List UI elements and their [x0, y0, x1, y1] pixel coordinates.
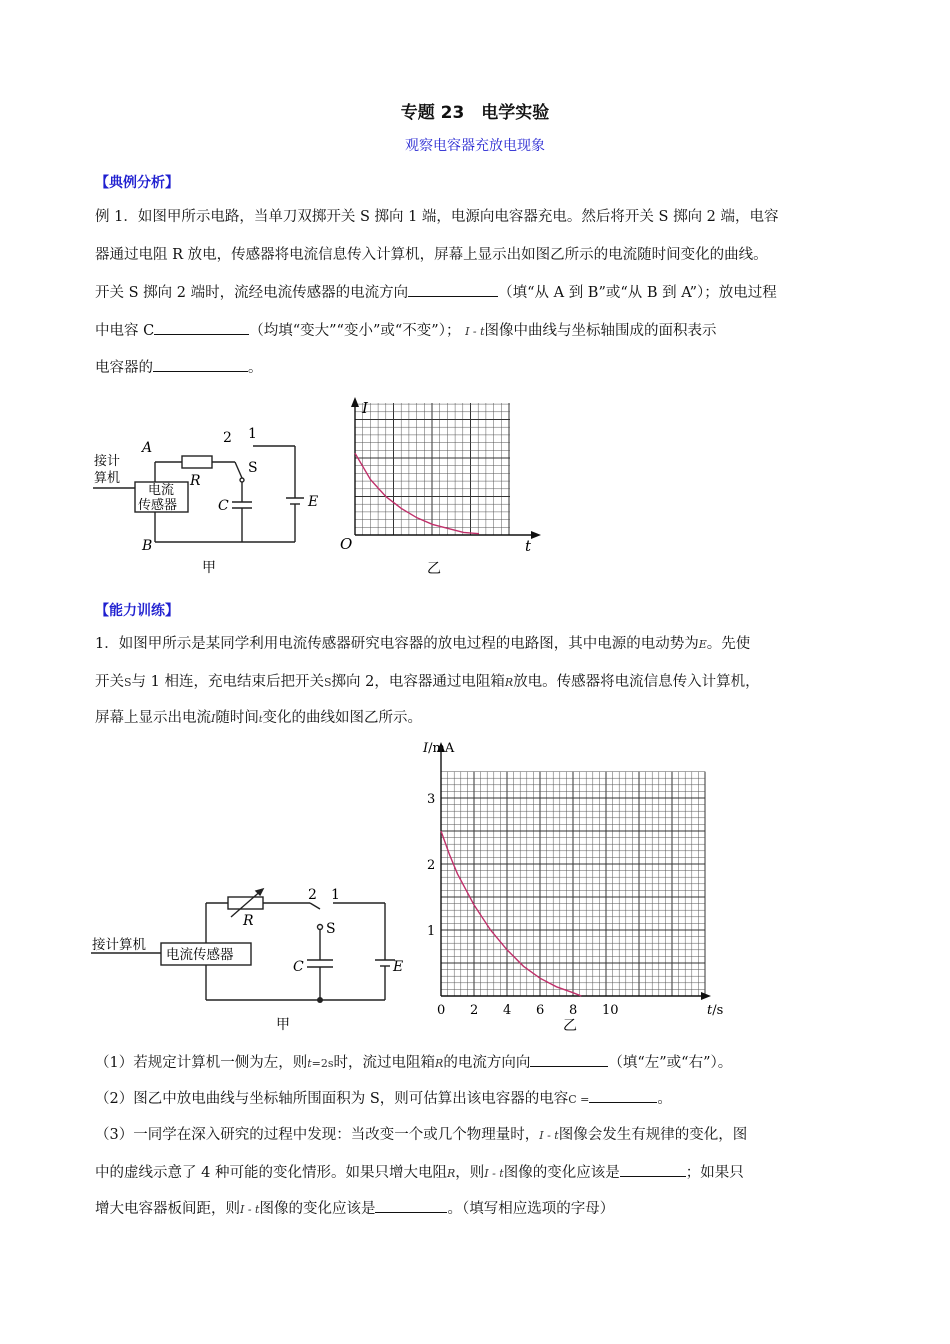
x-tick-label: 0: [437, 1003, 446, 1018]
text-run: 的电流方向向: [443, 1055, 531, 1071]
symbol-t: t: [307, 1057, 312, 1070]
chart-grid: [355, 403, 510, 535]
question-line-1: [95, 634, 750, 655]
symbol-it: I - t: [539, 1129, 559, 1142]
x-axis-label-unit: /s: [712, 1003, 724, 1018]
x-axis-label: t: [525, 537, 532, 555]
chart-1: [335, 395, 550, 580]
text-run: 随时间: [215, 710, 259, 726]
text-run: 。: [657, 1091, 672, 1107]
text-run: （2）图乙中放电曲线与坐标轴所围面积为 S，则可估算出该电容器的电容: [95, 1091, 569, 1107]
computer-label: 算机: [94, 471, 121, 486]
text-run: 开关: [95, 674, 124, 690]
symbol-r: R: [504, 676, 514, 689]
y-tick-label: 2: [427, 858, 436, 873]
answer-blank[interactable]: [620, 1162, 686, 1177]
x-axis-arrow: [531, 531, 541, 539]
symbol-it: I - t: [240, 1203, 260, 1216]
text-run: 图像中曲线与坐标轴围成的面积表示: [484, 323, 717, 339]
y-axis-arrow: [351, 397, 359, 407]
example-line-5: [95, 357, 263, 378]
label-r: R: [190, 473, 201, 489]
question-line-3: [95, 708, 422, 730]
answer-blank[interactable]: [153, 357, 248, 372]
text-run: 中的虚线示意了 4 种可能的变化情形。如果只增大电阻: [95, 1165, 447, 1181]
y-axis-label: [422, 741, 455, 756]
symbol-i: I: [211, 712, 216, 725]
symbol-t: t: [258, 715, 263, 725]
label-r: R: [243, 913, 254, 929]
text-run: ；如果只: [685, 1165, 744, 1181]
text-run: 屏幕上显示出电流: [95, 710, 211, 726]
symbol-r: R: [435, 1057, 444, 1070]
text-run: 与 1 相连，充电结束后把开关: [131, 674, 324, 690]
symbol-c: C =: [568, 1093, 590, 1106]
label-1: 1: [331, 887, 340, 903]
x-tick-label: 6: [536, 1003, 545, 1018]
x-tick-label: 10: [602, 1003, 619, 1018]
figure-caption: 乙: [563, 1018, 577, 1034]
text-run: 图像的变化应该是: [503, 1165, 620, 1181]
symbol-r: R: [446, 1167, 456, 1180]
training-heading: 【能力训练】: [95, 603, 179, 619]
label-s: S: [248, 460, 258, 476]
symbol-s: S: [124, 676, 132, 689]
sensor-label: 电流: [148, 483, 175, 498]
text-run: 中电容 C: [95, 323, 155, 339]
question-part-1: [95, 1052, 732, 1074]
text-run: （填“左”或“右”）。: [608, 1055, 733, 1071]
x-axis-label: [707, 1003, 723, 1018]
question-part-3-line-1: [95, 1125, 747, 1146]
text-run: 。: [248, 360, 263, 376]
y-tick-label: 1: [427, 924, 436, 939]
x-axis-arrow: [701, 992, 711, 1000]
symbol-s: S: [324, 676, 332, 689]
symbol-it: I - t: [484, 1167, 504, 1180]
text-run: 增大电容器板间距，则: [95, 1201, 240, 1217]
label-2: 2: [308, 887, 317, 903]
figure-caption: 甲: [276, 1017, 290, 1033]
figure-caption: 甲: [202, 560, 216, 576]
text-run: （3）一同学在深入研究的过程中发现：当改变一个或几个物理量时，: [95, 1127, 540, 1143]
y-axis-label-i: I: [423, 741, 429, 756]
text-run: 开关 S 掷向 2 端时，流经电流传感器的电流方向: [95, 285, 409, 301]
text-run: 图像的变化应该是: [259, 1201, 376, 1217]
chart-grid: [441, 772, 705, 996]
text-run: 时，流过电阻箱: [333, 1055, 436, 1071]
question-part-2: [95, 1088, 672, 1110]
label-c: C: [293, 959, 304, 975]
answer-blank[interactable]: [408, 282, 498, 297]
text-run: 图像会发生有规律的变化，图: [558, 1127, 748, 1143]
chart-2: [415, 740, 735, 1035]
text-run: 放电。传感器将电流信息传入计算机，: [513, 674, 760, 690]
answer-blank[interactable]: [154, 320, 249, 335]
label-2: 2: [223, 430, 232, 446]
label-c: C: [218, 498, 229, 514]
label-s: S: [326, 921, 336, 937]
tick-labels: [427, 792, 619, 1018]
text-run: （1）若规定计算机一侧为左，则: [95, 1055, 308, 1071]
question-line-2: [95, 672, 760, 693]
label-e: E: [308, 494, 319, 510]
x-tick-label: 2: [470, 1003, 479, 1018]
symbol-it: I - t: [465, 325, 485, 338]
page-subtitle: 观察电容器充放电现象: [405, 138, 545, 154]
example-line-3: [95, 282, 777, 303]
figure-caption: 乙: [427, 561, 441, 577]
label-a: A: [142, 440, 153, 456]
text-run: （均填“变大”“变小”或“不变”）；: [249, 323, 461, 339]
computer-label: 接计: [94, 454, 121, 469]
circuit-diagram-2: [88, 885, 408, 1035]
answer-blank[interactable]: [375, 1198, 447, 1213]
x-tick-label: 4: [503, 1003, 512, 1018]
symbol-e: E: [698, 638, 707, 651]
text-run: ，则: [455, 1165, 485, 1181]
y-axis-label-unit: /mA: [428, 741, 455, 756]
page-title: 专题 23 电学实验: [400, 103, 550, 123]
sensor-label: 传感器: [138, 498, 178, 513]
text-run: 掷向 2，电容器通过电阻箱: [331, 674, 505, 690]
origin-label: O: [340, 535, 353, 553]
text-run: 1．如图甲所示是某同学利用电流传感器研究电容器的放电过程的电路图，其中电源的电动势为: [95, 636, 699, 652]
question-part-3-line-2: [95, 1162, 744, 1184]
computer-label: 接计算机: [92, 937, 146, 953]
text-run: 变化的曲线如图乙所示。: [262, 710, 422, 726]
symbol-eq: =2s: [311, 1057, 334, 1070]
x-axis-label-t: t: [707, 1003, 713, 1018]
circuit-diagram-1: [90, 420, 340, 580]
text-run: 电容器的: [95, 360, 153, 376]
sensor-label: 电流传感器: [166, 947, 234, 963]
text-run: 。先使: [706, 636, 751, 652]
data-line: [441, 831, 581, 996]
question-part-3-line-3: [95, 1198, 614, 1220]
label-1: 1: [248, 426, 257, 442]
example-line-1: 例 1．如图甲所示电路，当单刀双掷开关 S 掷向 1 端，电源向电容器充电。然后将开关 S 掷向 2 端，电容: [95, 209, 779, 225]
x-tick-label: 8: [569, 1003, 578, 1018]
label-e: E: [393, 959, 404, 975]
answer-blank[interactable]: [530, 1052, 608, 1067]
text-run: （填“从 A 到 B”或“从 B 到 A”）；放电过程: [498, 285, 777, 301]
label-b: B: [142, 538, 153, 554]
text-run: 。（填写相应选项的字母）: [447, 1201, 615, 1217]
answer-blank[interactable]: [589, 1088, 657, 1103]
example-heading: 【典例分析】: [95, 175, 179, 191]
data-line: [355, 453, 479, 534]
example-line-2: 器通过电阻 R 放电，传感器将电流信息传入计算机，屏幕上显示出如图乙所示的电流随时间变化的曲线。: [95, 247, 768, 263]
junction-dot: [317, 997, 323, 1003]
y-axis-label: I: [362, 399, 368, 417]
example-line-4: [95, 320, 717, 342]
y-tick-label: 3: [427, 792, 436, 807]
